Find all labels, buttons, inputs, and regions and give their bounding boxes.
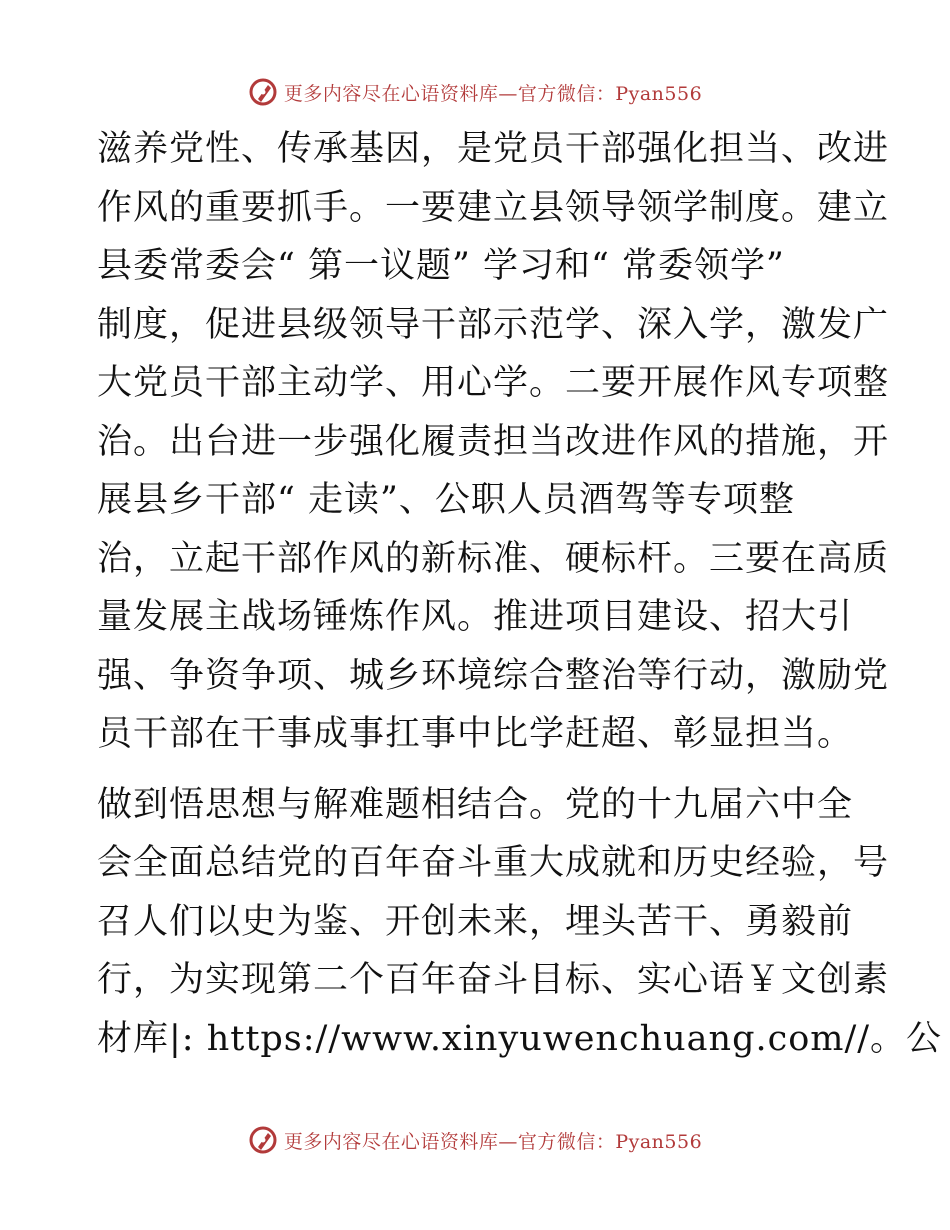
text-line: 员干部在干事成事扛事中比学赶超、彰显担当。	[97, 714, 854, 754]
header-banner-text: 更多内容尽在心语资料库—官方微信：Pyan556	[283, 82, 703, 105]
text-line: 做到悟思想与解难题相结合。党的十九届六中全	[97, 784, 854, 825]
footer-banner-text: 更多内容尽在心语资料库—官方微信：Pyan556	[283, 1130, 703, 1153]
paragraph	[97, 120, 890, 764]
text-line: 作风的重要抓手。一要建立县领导领学制度。建立	[97, 187, 890, 228]
document-body	[97, 120, 943, 1068]
text-line-url: 材库|: https://www.xinyuwenchuang.com//。公	[97, 1018, 943, 1059]
text-line: 治。出台进一步强化履责担当改进作风的措施，开	[97, 421, 890, 462]
text-line: 召人们以史为鉴、开创未来，埋头苦干、勇毅前	[97, 901, 854, 942]
paragraph	[97, 776, 943, 1069]
pen-nib-icon	[248, 1125, 278, 1155]
header-banner	[0, 72, 950, 112]
footer-banner	[0, 1120, 950, 1160]
text-line: 会全面总结党的百年奋斗重大成就和历史经验，号	[97, 843, 890, 883]
text-line: 行，为实现第二个百年奋斗目标、实心语￥文创素	[97, 960, 890, 1000]
text-line: 县委常委会“ 第一议题” 学习和“ 常委领学”	[97, 246, 785, 286]
text-line: 滋养党性、传承基因，是党员干部强化担当、改进	[97, 129, 890, 169]
text-line: 强、争资争项、城乡环境综合整治等行动，激励党	[97, 655, 890, 696]
text-line: 量发展主战场锤炼作风。推进项目建设、招大引	[97, 597, 854, 637]
pen-nib-icon	[248, 77, 278, 107]
text-line: 大党员干部主动学、用心学。二要开展作风专项整	[97, 363, 890, 403]
text-line: 制度，促进县级领导干部示范学、深入学，激发广	[97, 304, 890, 345]
text-line: 展县乡干部“ 走读”、公职人员酒驾等专项整	[97, 480, 795, 520]
text-line: 治，立起干部作风的新标准、硬标杆。三要在高质	[97, 538, 890, 579]
